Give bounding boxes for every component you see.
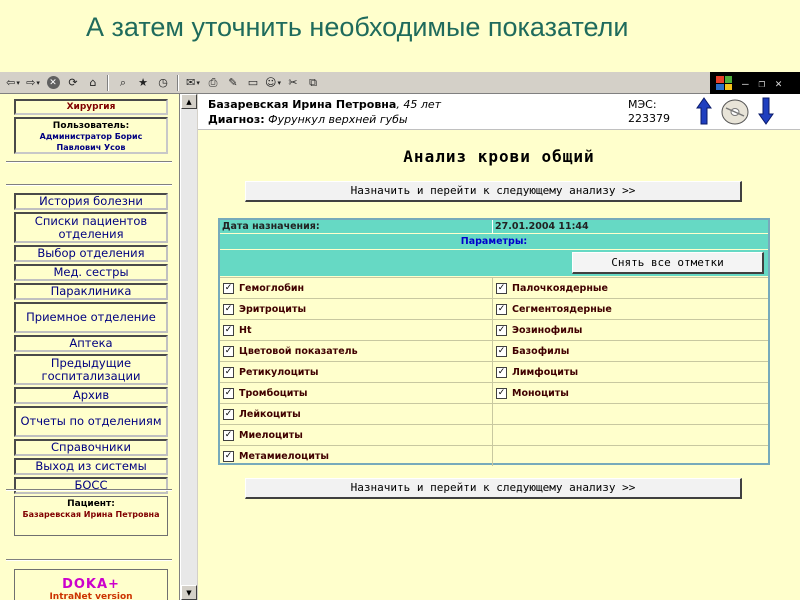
menu-item-nurses[interactable]: Мед. сестры xyxy=(14,264,168,281)
analysis-form xyxy=(218,218,770,465)
stop-icon: ✕ xyxy=(47,76,60,89)
params-row xyxy=(220,361,768,382)
param-leukocytes[interactable] xyxy=(220,404,493,424)
chevron-down-icon: ▾ xyxy=(16,78,20,87)
chevron-down-icon: ▾ xyxy=(277,78,281,87)
param-label: Базофилы xyxy=(512,345,570,357)
edit-icon: ✎ xyxy=(228,76,238,89)
param-label: Сегментоядерные xyxy=(512,303,612,315)
param-label: Метамиелоциты xyxy=(239,450,329,462)
param-label: Ht xyxy=(239,324,252,336)
discuss-icon: ▭ xyxy=(247,76,259,89)
search-icon: ⌕ xyxy=(119,75,127,89)
mes-block xyxy=(628,98,670,126)
copy-icon: ⧉ xyxy=(309,75,317,89)
slide-title: А затем уточнить необходимые показатели xyxy=(86,12,629,42)
toolbar-separator xyxy=(177,75,179,91)
param-reticulocytes[interactable] xyxy=(220,362,493,382)
param-ht[interactable] xyxy=(220,320,493,340)
checkbox[interactable]: ✓ xyxy=(224,450,233,461)
empty-cell xyxy=(493,404,768,424)
diagnosis-line xyxy=(208,113,408,126)
mes-value: 223379 xyxy=(628,112,670,125)
cut-icon: ✂ xyxy=(288,76,298,89)
checkbox[interactable]: ✓ xyxy=(497,282,506,293)
params-row xyxy=(220,445,768,466)
history-button[interactable] xyxy=(154,74,172,92)
chevron-down-icon: ▾ xyxy=(36,78,40,87)
param-myelocytes[interactable] xyxy=(220,425,493,445)
checkbox[interactable]: ✓ xyxy=(497,366,506,377)
header-patient-age: , 45 лет xyxy=(396,98,442,111)
user-box xyxy=(14,117,168,154)
checkbox[interactable]: ✓ xyxy=(224,324,233,335)
param-lymphocytes[interactable] xyxy=(493,362,768,382)
param-eosinophils[interactable] xyxy=(493,320,768,340)
print-icon: ⎙ xyxy=(208,75,218,89)
user-name: Администратор Борис Павлович Усов xyxy=(39,132,143,152)
mail-icon: ✉ xyxy=(186,76,196,89)
forward-icon: ⇨ xyxy=(26,76,36,89)
department-box xyxy=(14,99,168,115)
empty-cell xyxy=(493,446,768,466)
sidebar-menu xyxy=(14,193,168,496)
menu-item-previous-stays[interactable]: Предыдущие госпитализации xyxy=(14,354,168,385)
favorites-button[interactable] xyxy=(134,74,152,92)
home-button[interactable] xyxy=(84,74,102,92)
sidebar-divider xyxy=(6,559,172,561)
param-band[interactable] xyxy=(493,278,768,298)
params-row xyxy=(220,403,768,424)
params-row xyxy=(220,340,768,361)
restore-button[interactable]: ❐ xyxy=(758,76,766,90)
menu-item-references[interactable]: Справочники xyxy=(14,439,168,456)
checkbox[interactable]: ✓ xyxy=(224,408,233,419)
params-row xyxy=(220,382,768,403)
minimize-button[interactable]: – xyxy=(742,76,749,90)
menu-item-paraclinic[interactable]: Параклиника xyxy=(14,283,168,300)
messenger-button[interactable] xyxy=(264,74,282,92)
patient-line xyxy=(208,98,441,111)
checkbox[interactable]: ✓ xyxy=(224,345,233,356)
print-button[interactable] xyxy=(204,74,222,92)
date-label: Дата назначения: xyxy=(220,220,493,233)
browser-window xyxy=(0,72,800,600)
logo-sub-text: IntraNet version xyxy=(49,592,133,600)
sidebar-divider xyxy=(6,184,172,186)
assign-next-button-top[interactable]: Назначить и перейти к следующему анализу >> xyxy=(245,181,742,202)
empty-cell xyxy=(493,425,768,445)
user-title: Пользователь: xyxy=(52,121,130,131)
params-row xyxy=(220,277,768,298)
back-icon: ⇦ xyxy=(6,76,16,89)
browser-toolbar xyxy=(0,72,710,94)
header-patient-name: Базаревская Ирина Петровна xyxy=(208,98,397,111)
sidebar xyxy=(0,94,180,600)
param-label: Тромбоциты xyxy=(239,387,308,399)
clear-row xyxy=(220,250,768,276)
scroll-down-icon[interactable]: ▼ xyxy=(181,585,197,600)
menu-item-archive[interactable]: Архив xyxy=(14,387,168,404)
param-label: Лимфоциты xyxy=(512,366,579,378)
close-button[interactable]: ✕ xyxy=(775,76,782,90)
menu-item-reports[interactable]: Отчеты по отделениям xyxy=(14,406,168,437)
params-header: Параметры: xyxy=(220,234,768,249)
search-button[interactable] xyxy=(114,74,132,92)
sidebar-scrollbar[interactable] xyxy=(180,94,197,600)
param-basophils[interactable] xyxy=(493,341,768,361)
checkbox[interactable]: ✓ xyxy=(497,324,506,335)
scroll-up-icon[interactable]: ▲ xyxy=(181,94,197,109)
param-label: Миелоциты xyxy=(239,429,303,441)
mes-label: МЭС: xyxy=(628,98,657,111)
params-row xyxy=(220,424,768,445)
main-content xyxy=(198,94,800,600)
refresh-button[interactable] xyxy=(64,74,82,92)
favorites-icon: ★ xyxy=(138,76,148,89)
date-row xyxy=(220,220,768,233)
menu-item-select-department[interactable]: Выбор отделения xyxy=(14,245,168,262)
param-platelets[interactable] xyxy=(220,383,493,403)
param-label: Палочкоядерные xyxy=(512,282,608,294)
patient-name: Базаревская Ирина Петровна xyxy=(22,510,160,519)
checkbox[interactable]: ✓ xyxy=(224,429,233,440)
copy-button[interactable] xyxy=(304,74,322,92)
diagnosis-text: Фурункул верхней губы xyxy=(264,113,408,126)
forward-button[interactable] xyxy=(24,74,42,92)
arrow-up-icon[interactable] xyxy=(696,97,712,125)
edit-button[interactable] xyxy=(224,74,242,92)
messenger-icon: ☺ xyxy=(265,76,277,89)
param-erythrocytes[interactable] xyxy=(220,299,493,319)
toolbar-separator xyxy=(107,75,109,91)
clear-all-button[interactable]: Снять все отметки xyxy=(572,252,764,274)
param-label: Лейкоциты xyxy=(239,408,301,420)
param-label: Цветовой показатель xyxy=(239,345,358,357)
param-monocytes[interactable] xyxy=(493,383,768,403)
param-label: Моноциты xyxy=(512,387,569,399)
back-button[interactable] xyxy=(4,74,22,92)
checkbox[interactable]: ✓ xyxy=(497,303,506,314)
menu-item-boss[interactable]: БОСС xyxy=(14,477,168,494)
patient-header xyxy=(198,94,800,130)
params-row xyxy=(220,319,768,340)
home-icon: ⌂ xyxy=(89,76,97,89)
param-color-index[interactable] xyxy=(220,341,493,361)
menu-item-pharmacy[interactable]: Аптека xyxy=(14,335,168,352)
patient-box xyxy=(14,496,168,536)
refresh-icon: ⟳ xyxy=(68,76,78,89)
window-controls-bar xyxy=(710,72,800,94)
checkbox[interactable]: ✓ xyxy=(224,303,233,314)
checkbox[interactable]: ✓ xyxy=(497,345,506,356)
logo-main-text: DOKA+ xyxy=(62,577,120,592)
arrow-down-icon[interactable] xyxy=(758,97,774,125)
page-title: Анализ крови общий xyxy=(403,147,595,166)
params-grid xyxy=(220,277,768,466)
mail-button[interactable] xyxy=(184,74,202,92)
disk-icon[interactable] xyxy=(720,98,750,126)
param-label: Эозинофилы xyxy=(512,324,583,336)
sidebar-divider xyxy=(6,161,172,163)
sidebar-divider xyxy=(6,489,172,491)
diagnosis-label: Диагноз: xyxy=(208,113,265,126)
param-segmented[interactable] xyxy=(493,299,768,319)
checkbox[interactable]: ✓ xyxy=(224,366,233,377)
chevron-down-icon: ▾ xyxy=(196,78,200,87)
cut-button[interactable] xyxy=(284,74,302,92)
department-label: Хирургия xyxy=(66,102,116,112)
param-hemoglobin[interactable] xyxy=(220,278,493,298)
menu-item-logout[interactable]: Выход из системы xyxy=(14,458,168,475)
date-value: 27.01.2004 11:44 xyxy=(493,220,768,233)
history-icon: ◷ xyxy=(158,76,168,89)
doka-logo xyxy=(14,569,168,600)
param-metamyelocytes[interactable] xyxy=(220,446,493,466)
checkbox[interactable]: ✓ xyxy=(497,387,506,398)
checkbox[interactable]: ✓ xyxy=(224,282,233,293)
params-row xyxy=(220,298,768,319)
menu-item-history[interactable]: История болезни xyxy=(14,193,168,210)
menu-item-admission[interactable]: Приемное отделение xyxy=(14,302,168,333)
stop-button[interactable] xyxy=(44,74,62,92)
menu-item-patient-lists[interactable]: Списки пациентов отделения xyxy=(14,212,168,243)
windows-logo-icon xyxy=(716,76,732,90)
discuss-button[interactable] xyxy=(244,74,262,92)
param-label: Гемоглобин xyxy=(239,282,305,294)
param-label: Эритроциты xyxy=(239,303,307,315)
patient-title: Пациент: xyxy=(67,499,115,509)
param-label: Ретикулоциты xyxy=(239,366,319,378)
assign-next-button-bottom[interactable]: Назначить и перейти к следующему анализу >> xyxy=(245,478,742,499)
checkbox[interactable]: ✓ xyxy=(224,387,233,398)
